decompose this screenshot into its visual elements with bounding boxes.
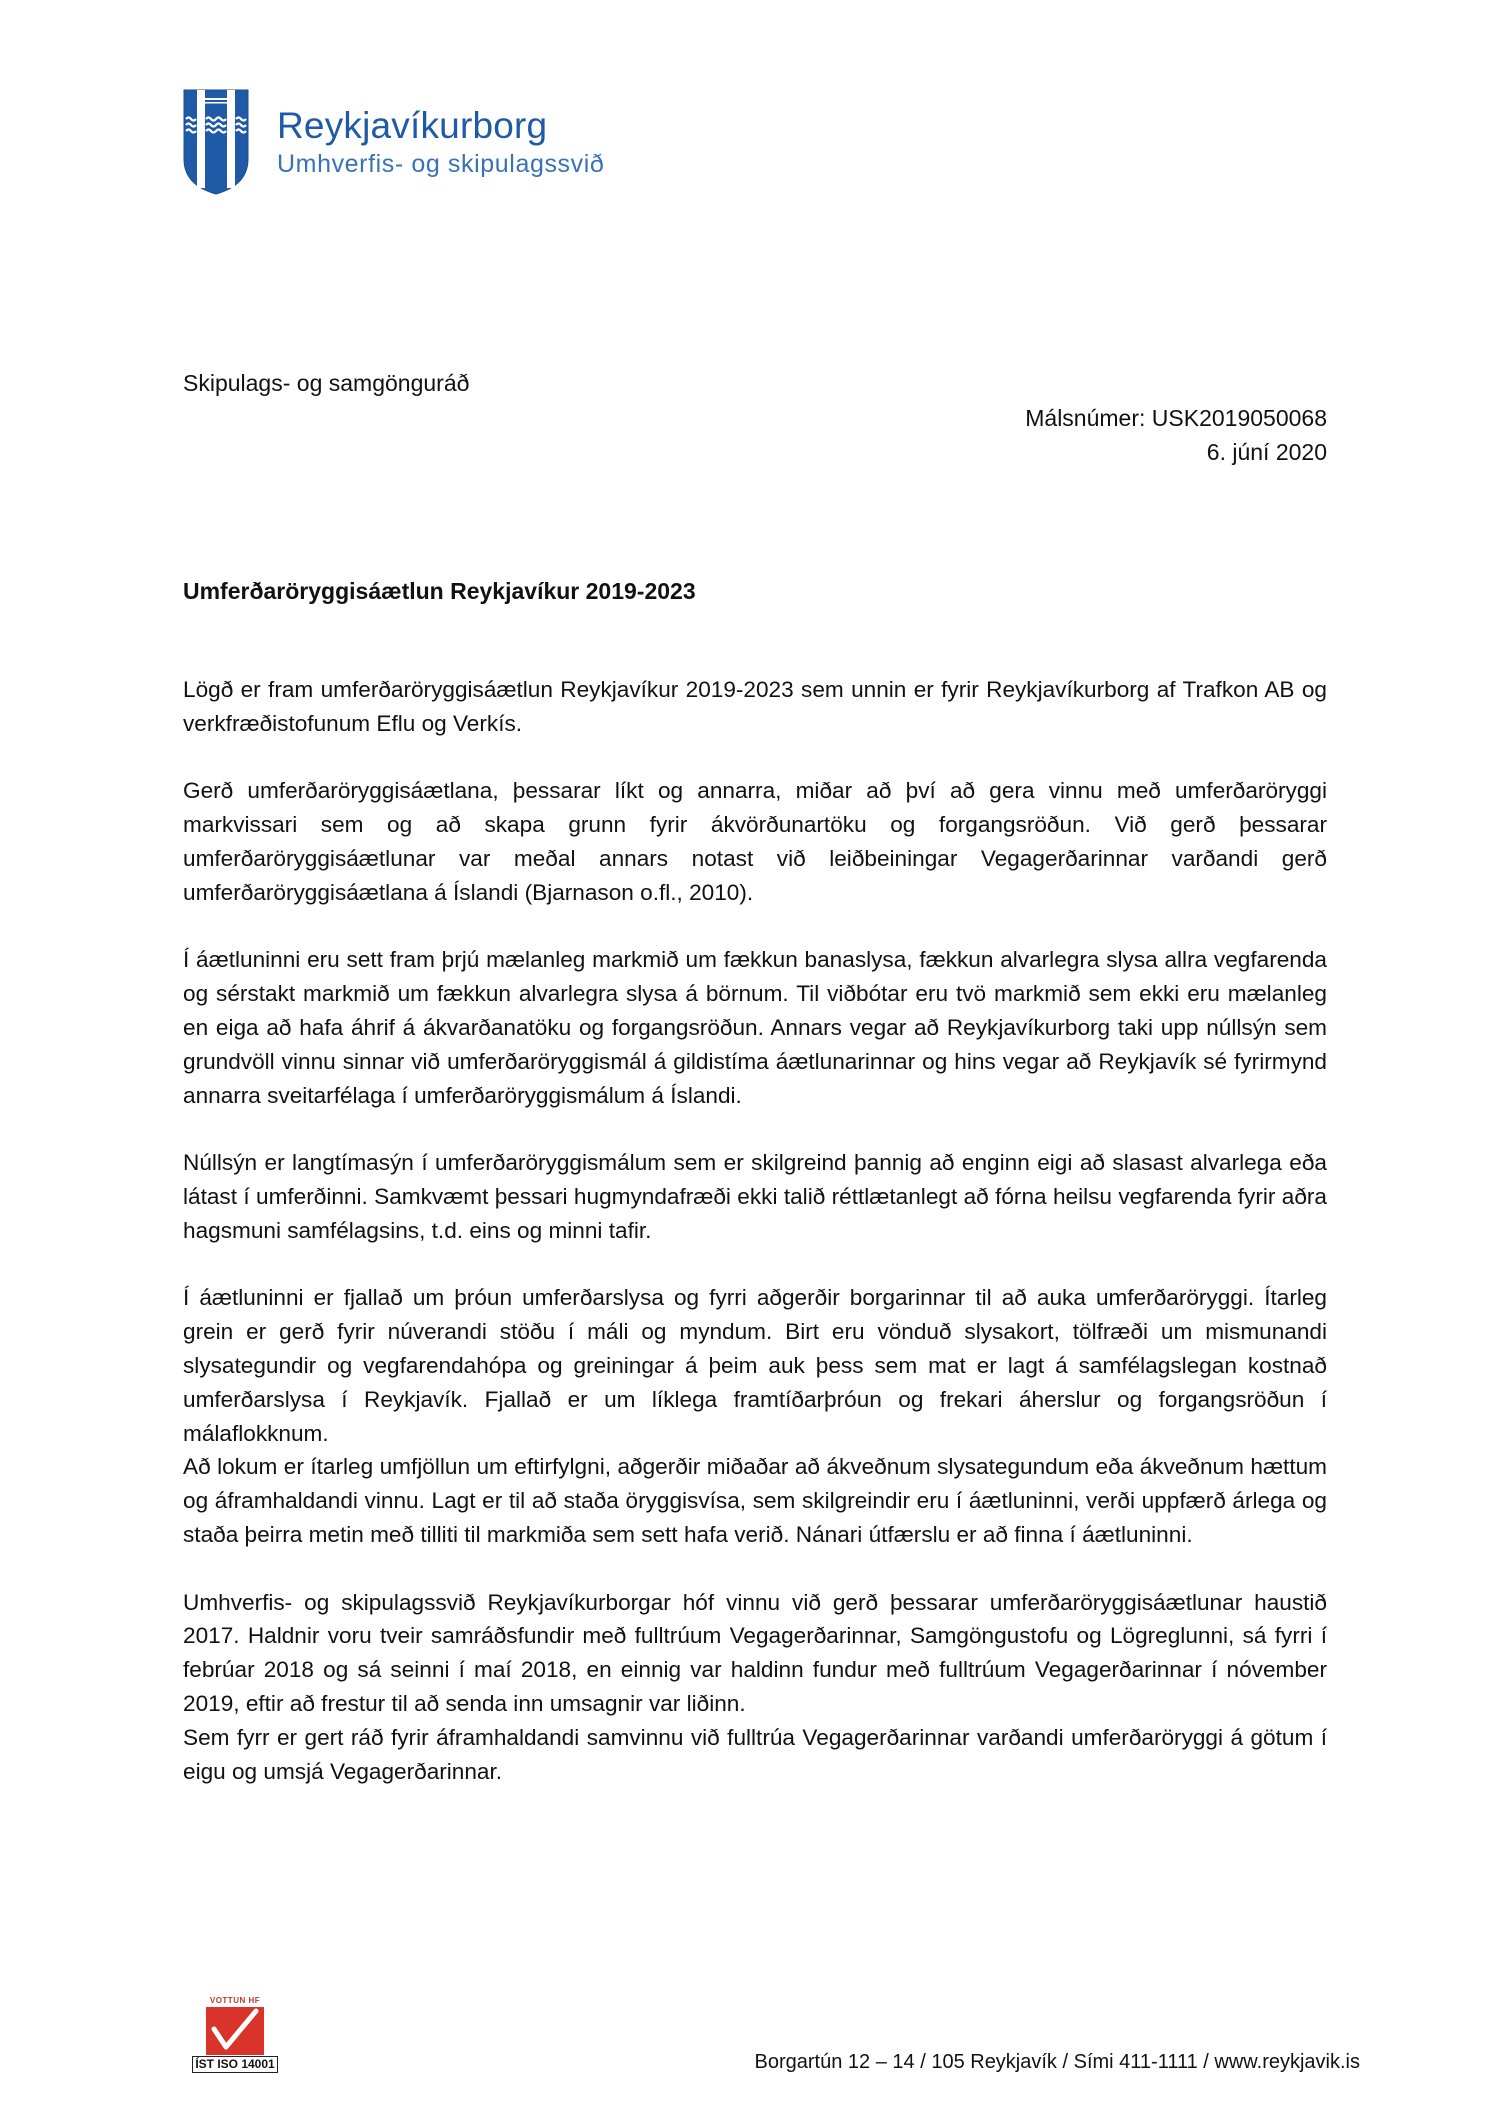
subject-heading: Umferðaröryggisáætlun Reykjavíkur 2019-2023 [183,578,696,604]
checkmark-icon [206,2007,264,2055]
body-paragraph: Sem fyrr er gert ráð fyrir áframhaldandi samvinnu við fulltrúa Vegagerðarinnar varðandi umferðaröryggi á götum í eigu og umsjá Vegagerðarinnar. [183,1724,1327,1784]
letterhead-text [277,105,604,179]
body-paragraph: Að lokum er ítarleg umfjöllun um eftirfylgni, aðgerðir miðaðar að ákveðnum slysategundum eða ákveðnum hættum og áframhaldandi vinnu. Lagt er til að staða öryggisvísa, sem skilgreindir eru í áætluninni, verði uppfærð árlega og staða þeirra metin með tilliti til markmiða sem sett hafa verið. Nánari útfærslu er að finna í áætluninni. [183,1454,1327,1547]
letter-body [183,673,1327,1822]
letter-date: 6. júní 2020 [1206,439,1327,465]
organization-name: Reykjavíkurborg [277,105,548,146]
body-paragraph: Núllsýn er langtímasýn í umferðaröryggismálum sem er skilgreind þannig að enginn eigi að slasast alvarlega eða látast í umferðinni. Samkvæmt þessari hugmyndafræði ekki talið réttlætanlegt að fórna heilsu vegfarenda fyrir aðra hagsmuni samfélagsins, t.d. eins og minni tafir. [183,1150,1327,1243]
recipient: Skipulags- og samgönguráð [183,370,470,396]
body-paragraph: Lögð er fram umferðaröryggisáætlun Reykjavíkur 2019-2023 sem unnin er fyrir Reykjavíkurborg af Trafkon AB og verkfræðistofunum Eflu og Verkís. [183,677,1327,736]
department-name: Umhverfis- og skipulagssvið [277,150,605,178]
cert-standard: ÍST ISO 14001 [192,2056,277,2073]
body-paragraph: Gerð umferðaröryggisáætlana, þessarar líkt og annarra, miðar að því að gera vinnu með umferðaröryggi markvissari sem og að skapa grunn fyrir ákvörðunartöku og forgangsröðun. Við gerð þessarar umferðaröryggisáætlunar var meðal annars notast við leiðbeiningar Vegagerðarinnar varðandi gerð umferðaröryggisáætlana á Íslandi (Bjarnason o.fl., 2010). [183,778,1327,905]
case-number: Málsnúmer: USK2019050068 [1025,405,1327,431]
body-paragraph: Í áætluninni eru sett fram þrjú mælanleg markmið um fækkun banaslysa, fækkun alvarlegra slysa allra vegfarenda og sérstakt markmið um fækkun alvarlegra slysa á börnum. Til viðbótar eru tvö markmið sem ekki eru mælanleg en eiga að hafa áhrif á ákvarðanatöku og forgangsröðun. Annars vegar að Reykjavíkurborg taki upp núllsýn sem grundvöll vinnu sinnar við umferðaröryggismál á gildistíma áætlunarinnar og hins vegar að Reykjavík sé fyrirmynd annarra sveitarfélaga í umferðaröryggismálum á Íslandi. [183,947,1327,1108]
reykjavik-shield-icon [183,89,249,195]
footer-address: Borgartún 12 – 14 / 105 Reykjavík / Sími 411-1111 / www.reykjavik.is [754,2051,1360,2073]
cert-issuer: VOTTUN HF [209,1996,261,2005]
letter-meta [1025,401,1327,469]
iso-certification-badge [196,1996,274,2073]
body-paragraph: Í áætluninni er fjallað um þróun umferðarslysa og fyrri aðgerðir borgarinnar til að auka umferðaröryggi. Ítarleg grein er gerð fyrir núverandi stöðu í máli og myndum. Birt eru vönduð slysakort, tölfræði um mismunandi slysategundir og vegfarendahópa og greiningar á þeim auk þess sem mat er lagt á samfélagslegan kostnað umferðarslysa í Reykjavík. Fjallað er um líklega framtíðarþróun og frekari áherslur og forgangsröðun í málaflokknum. [183,1285,1327,1446]
letterhead [183,88,604,196]
body-paragraph: Umhverfis- og skipulagssvið Reykjavíkurborgar hóf vinnu við gerð þessarar umferðaröryggisáætlunar haustið 2017. Haldnir voru tveir samráðsfundir með fulltrúum Vegagerðarinnar, Samgöngustofu og Lögreglunni, sá fyrri í febrúar 2018 og sá seinni í maí 2018, en einnig var haldinn fundur með fulltrúum Vegagerðarinnar í nóvember 2019, eftir að frestur til að senda inn umsagnir var liðinn. [183,1589,1327,1716]
